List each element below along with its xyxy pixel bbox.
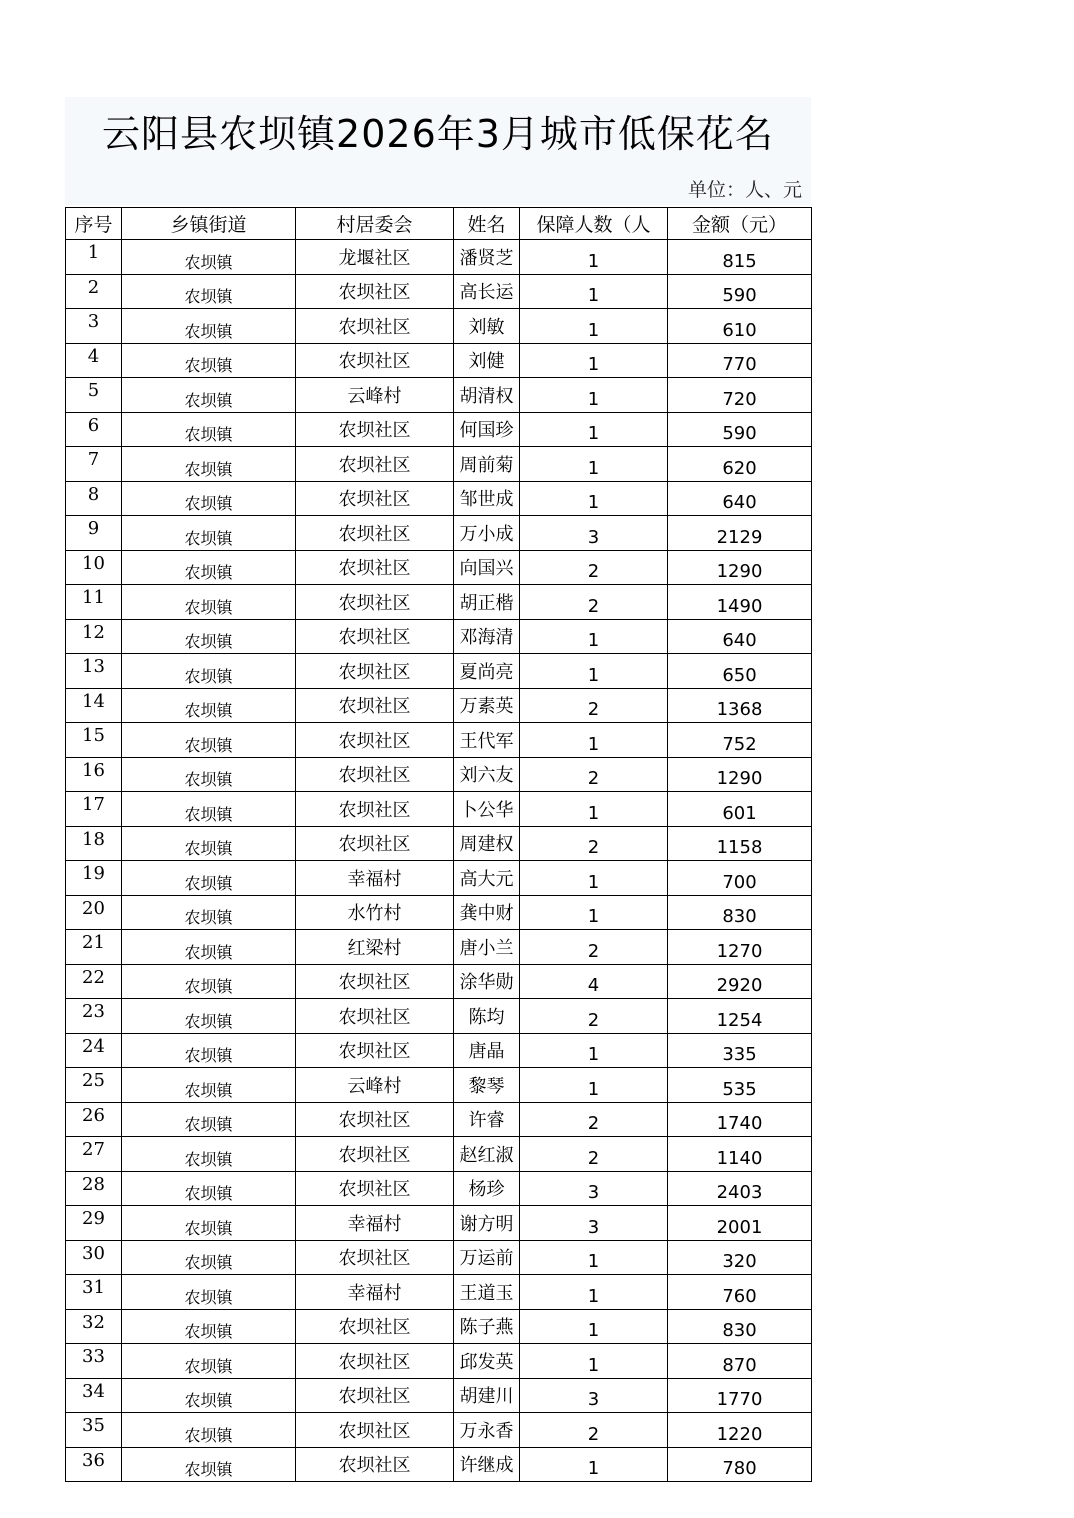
cell-town: 农坝镇: [122, 861, 296, 896]
table-row: [66, 343, 812, 378]
cell-amount: 770: [668, 343, 812, 378]
cell-town: 农坝镇: [122, 309, 296, 344]
cell-index: 4: [66, 343, 122, 378]
cell-people: 1: [520, 378, 668, 413]
cell-village: 农坝社区: [296, 964, 454, 999]
cell-index: 18: [66, 826, 122, 861]
roster-table: [65, 207, 812, 1482]
cell-amount: 640: [668, 619, 812, 654]
cell-village: 农坝社区: [296, 826, 454, 861]
cell-town: 农坝镇: [122, 481, 296, 516]
cell-index: 11: [66, 585, 122, 620]
cell-town: 农坝镇: [122, 585, 296, 620]
cell-people: 1: [520, 654, 668, 689]
cell-index: 12: [66, 619, 122, 654]
table-row: [66, 378, 812, 413]
cell-people: 1: [520, 1447, 668, 1482]
column-header-name: 姓名: [454, 208, 520, 240]
cell-people: 1: [520, 274, 668, 309]
cell-index: 21: [66, 930, 122, 965]
cell-name: 陈子燕: [454, 1309, 520, 1344]
cell-name: 万运前: [454, 1240, 520, 1275]
table-row: [66, 654, 812, 689]
cell-people: 2: [520, 757, 668, 792]
cell-name: 王道玉: [454, 1275, 520, 1310]
cell-index: 27: [66, 1137, 122, 1172]
cell-village: 农坝社区: [296, 792, 454, 827]
cell-index: 15: [66, 723, 122, 758]
cell-name: 唐晶: [454, 1033, 520, 1068]
cell-name: 卜公华: [454, 792, 520, 827]
cell-people: 2: [520, 826, 668, 861]
cell-amount: 650: [668, 654, 812, 689]
cell-village: 水竹村: [296, 895, 454, 930]
cell-amount: 1368: [668, 688, 812, 723]
cell-village: 农坝社区: [296, 1413, 454, 1448]
cell-town: 农坝镇: [122, 964, 296, 999]
cell-town: 农坝镇: [122, 1206, 296, 1241]
cell-index: 30: [66, 1240, 122, 1275]
cell-village: 农坝社区: [296, 757, 454, 792]
cell-amount: 535: [668, 1068, 812, 1103]
cell-people: 1: [520, 1240, 668, 1275]
cell-name: 潘贤芝: [454, 240, 520, 275]
cell-name: 黎琴: [454, 1068, 520, 1103]
cell-name: 何国珍: [454, 412, 520, 447]
table-row: [66, 412, 812, 447]
cell-amount: 620: [668, 447, 812, 482]
cell-index: 16: [66, 757, 122, 792]
cell-town: 农坝镇: [122, 1033, 296, 1068]
table-row: [66, 930, 812, 965]
table-row: [66, 550, 812, 585]
cell-name: 龚中财: [454, 895, 520, 930]
cell-name: 谢方明: [454, 1206, 520, 1241]
cell-name: 刘六友: [454, 757, 520, 792]
table-row: [66, 274, 812, 309]
cell-town: 农坝镇: [122, 1068, 296, 1103]
cell-town: 农坝镇: [122, 1240, 296, 1275]
unit-label: 单位：人、元: [687, 179, 802, 201]
cell-village: 农坝社区: [296, 1378, 454, 1413]
cell-town: 农坝镇: [122, 1413, 296, 1448]
cell-town: 农坝镇: [122, 343, 296, 378]
cell-index: 10: [66, 550, 122, 585]
cell-index: 2: [66, 274, 122, 309]
table-row: [66, 1309, 812, 1344]
cell-name: 陈均: [454, 999, 520, 1034]
cell-town: 农坝镇: [122, 1137, 296, 1172]
cell-village: 农坝社区: [296, 619, 454, 654]
table-row: [66, 585, 812, 620]
table-row: [66, 688, 812, 723]
cell-town: 农坝镇: [122, 1102, 296, 1137]
cell-people: 1: [520, 481, 668, 516]
cell-village: 农坝社区: [296, 447, 454, 482]
cell-index: 22: [66, 964, 122, 999]
cell-index: 5: [66, 378, 122, 413]
cell-town: 农坝镇: [122, 1171, 296, 1206]
cell-town: 农坝镇: [122, 723, 296, 758]
cell-name: 胡建川: [454, 1378, 520, 1413]
table-row: [66, 1413, 812, 1448]
table-row: [66, 1378, 812, 1413]
cell-name: 周建权: [454, 826, 520, 861]
cell-name: 万小成: [454, 516, 520, 551]
cell-amount: 700: [668, 861, 812, 896]
table-row: [66, 516, 812, 551]
cell-town: 农坝镇: [122, 895, 296, 930]
cell-index: 23: [66, 999, 122, 1034]
cell-amount: 640: [668, 481, 812, 516]
cell-village: 农坝社区: [296, 516, 454, 551]
cell-amount: 2129: [668, 516, 812, 551]
cell-people: 1: [520, 1033, 668, 1068]
cell-village: 农坝社区: [296, 1309, 454, 1344]
cell-index: 25: [66, 1068, 122, 1103]
cell-village: 农坝社区: [296, 309, 454, 344]
cell-amount: 590: [668, 412, 812, 447]
cell-town: 农坝镇: [122, 274, 296, 309]
table-row: [66, 999, 812, 1034]
cell-people: 1: [520, 1275, 668, 1310]
cell-people: 2: [520, 688, 668, 723]
cell-name: 向国兴: [454, 550, 520, 585]
table-row: [66, 826, 812, 861]
cell-town: 农坝镇: [122, 1447, 296, 1482]
cell-people: 3: [520, 1206, 668, 1241]
cell-town: 农坝镇: [122, 757, 296, 792]
cell-amount: 2920: [668, 964, 812, 999]
column-header-town: 乡镇街道: [122, 208, 296, 240]
cell-index: 20: [66, 895, 122, 930]
cell-index: 17: [66, 792, 122, 827]
table-row: [66, 1344, 812, 1379]
table-row: [66, 1137, 812, 1172]
cell-amount: 1290: [668, 757, 812, 792]
cell-name: 王代军: [454, 723, 520, 758]
cell-index: 9: [66, 516, 122, 551]
cell-village: 幸福村: [296, 1206, 454, 1241]
table-row: [66, 1240, 812, 1275]
cell-town: 农坝镇: [122, 447, 296, 482]
cell-people: 1: [520, 343, 668, 378]
cell-people: 1: [520, 861, 668, 896]
table-row: [66, 1102, 812, 1137]
cell-name: 赵红淑: [454, 1137, 520, 1172]
cell-village: 农坝社区: [296, 1344, 454, 1379]
cell-town: 农坝镇: [122, 792, 296, 827]
cell-amount: 1158: [668, 826, 812, 861]
cell-village: 农坝社区: [296, 481, 454, 516]
cell-index: 6: [66, 412, 122, 447]
cell-amount: 2403: [668, 1171, 812, 1206]
table-row: [66, 1275, 812, 1310]
cell-village: 云峰村: [296, 1068, 454, 1103]
table-row: [66, 1068, 812, 1103]
cell-amount: 1220: [668, 1413, 812, 1448]
page-title: 云阳县农坝镇2026年3月城市低保花名: [102, 112, 774, 156]
cell-index: 32: [66, 1309, 122, 1344]
cell-village: 云峰村: [296, 378, 454, 413]
cell-index: 31: [66, 1275, 122, 1310]
cell-name: 高长运: [454, 274, 520, 309]
cell-town: 农坝镇: [122, 1378, 296, 1413]
cell-index: 26: [66, 1102, 122, 1137]
table-row: [66, 1447, 812, 1482]
cell-people: 1: [520, 1309, 668, 1344]
cell-name: 周前菊: [454, 447, 520, 482]
cell-village: 农坝社区: [296, 654, 454, 689]
cell-town: 农坝镇: [122, 930, 296, 965]
cell-amount: 590: [668, 274, 812, 309]
cell-people: 1: [520, 619, 668, 654]
cell-village: 农坝社区: [296, 412, 454, 447]
cell-town: 农坝镇: [122, 1344, 296, 1379]
cell-name: 涂华勋: [454, 964, 520, 999]
cell-name: 夏尚亮: [454, 654, 520, 689]
cell-amount: 1770: [668, 1378, 812, 1413]
cell-people: 1: [520, 792, 668, 827]
cell-index: 19: [66, 861, 122, 896]
cell-index: 8: [66, 481, 122, 516]
table-row: [66, 240, 812, 275]
cell-town: 农坝镇: [122, 412, 296, 447]
cell-people: 2: [520, 999, 668, 1034]
cell-index: 33: [66, 1344, 122, 1379]
cell-town: 农坝镇: [122, 378, 296, 413]
table-row: [66, 1206, 812, 1241]
cell-name: 邓海清: [454, 619, 520, 654]
cell-people: 1: [520, 723, 668, 758]
cell-people: 2: [520, 1102, 668, 1137]
cell-village: 农坝社区: [296, 723, 454, 758]
table-row: [66, 1171, 812, 1206]
cell-amount: 1740: [668, 1102, 812, 1137]
cell-village: 农坝社区: [296, 1240, 454, 1275]
cell-name: 杨珍: [454, 1171, 520, 1206]
cell-amount: 1490: [668, 585, 812, 620]
cell-index: 34: [66, 1378, 122, 1413]
cell-people: 2: [520, 1413, 668, 1448]
cell-town: 农坝镇: [122, 999, 296, 1034]
cell-amount: 815: [668, 240, 812, 275]
cell-name: 许继成: [454, 1447, 520, 1482]
cell-name: 唐小兰: [454, 930, 520, 965]
cell-name: 邱发英: [454, 1344, 520, 1379]
cell-index: 14: [66, 688, 122, 723]
table-row: [66, 309, 812, 344]
cell-amount: 870: [668, 1344, 812, 1379]
cell-amount: 1270: [668, 930, 812, 965]
cell-town: 农坝镇: [122, 240, 296, 275]
cell-people: 2: [520, 585, 668, 620]
cell-index: 24: [66, 1033, 122, 1068]
cell-name: 胡清权: [454, 378, 520, 413]
table-row: [66, 861, 812, 896]
cell-amount: 752: [668, 723, 812, 758]
cell-people: 1: [520, 412, 668, 447]
cell-village: 农坝社区: [296, 343, 454, 378]
table-row: [66, 1033, 812, 1068]
cell-village: 农坝社区: [296, 1137, 454, 1172]
cell-village: 红梁村: [296, 930, 454, 965]
cell-amount: 1140: [668, 1137, 812, 1172]
table-header-row: [66, 208, 812, 240]
column-header-index: 序号: [66, 208, 122, 240]
cell-amount: 1254: [668, 999, 812, 1034]
cell-name: 刘健: [454, 343, 520, 378]
cell-index: 28: [66, 1171, 122, 1206]
cell-amount: 830: [668, 895, 812, 930]
cell-people: 2: [520, 930, 668, 965]
cell-town: 农坝镇: [122, 1275, 296, 1310]
cell-amount: 760: [668, 1275, 812, 1310]
cell-name: 许睿: [454, 1102, 520, 1137]
cell-people: 1: [520, 895, 668, 930]
cell-index: 7: [66, 447, 122, 482]
column-header-people: 保障人数（人: [520, 208, 668, 240]
cell-name: 万素英: [454, 688, 520, 723]
column-header-amount: 金额（元）: [668, 208, 812, 240]
cell-amount: 320: [668, 1240, 812, 1275]
cell-people: 1: [520, 447, 668, 482]
cell-index: 3: [66, 309, 122, 344]
cell-index: 13: [66, 654, 122, 689]
cell-village: 幸福村: [296, 1275, 454, 1310]
cell-town: 农坝镇: [122, 619, 296, 654]
cell-village: 农坝社区: [296, 550, 454, 585]
table-row: [66, 757, 812, 792]
cell-name: 邹世成: [454, 481, 520, 516]
cell-amount: 335: [668, 1033, 812, 1068]
cell-town: 农坝镇: [122, 688, 296, 723]
cell-town: 农坝镇: [122, 826, 296, 861]
cell-people: 2: [520, 550, 668, 585]
cell-people: 1: [520, 309, 668, 344]
cell-village: 农坝社区: [296, 999, 454, 1034]
cell-village: 龙堰社区: [296, 240, 454, 275]
cell-name: 高大元: [454, 861, 520, 896]
cell-people: 4: [520, 964, 668, 999]
cell-village: 农坝社区: [296, 1171, 454, 1206]
cell-index: 36: [66, 1447, 122, 1482]
cell-amount: 780: [668, 1447, 812, 1482]
table-row: [66, 723, 812, 758]
table-row: [66, 964, 812, 999]
cell-index: 29: [66, 1206, 122, 1241]
table-row: [66, 447, 812, 482]
cell-name: 胡正楷: [454, 585, 520, 620]
cell-amount: 610: [668, 309, 812, 344]
cell-village: 农坝社区: [296, 585, 454, 620]
table-row: [66, 481, 812, 516]
column-header-village: 村居委会: [296, 208, 454, 240]
cell-village: 农坝社区: [296, 688, 454, 723]
cell-town: 农坝镇: [122, 550, 296, 585]
cell-people: 3: [520, 1378, 668, 1413]
cell-index: 35: [66, 1413, 122, 1448]
cell-amount: 720: [668, 378, 812, 413]
table-body: [66, 240, 812, 1482]
cell-amount: 601: [668, 792, 812, 827]
table-row: [66, 792, 812, 827]
cell-people: 3: [520, 516, 668, 551]
cell-people: 1: [520, 240, 668, 275]
cell-town: 农坝镇: [122, 516, 296, 551]
cell-village: 农坝社区: [296, 274, 454, 309]
cell-people: 1: [520, 1068, 668, 1103]
cell-town: 农坝镇: [122, 654, 296, 689]
cell-village: 农坝社区: [296, 1447, 454, 1482]
cell-village: 农坝社区: [296, 1102, 454, 1137]
cell-amount: 1290: [668, 550, 812, 585]
cell-people: 2: [520, 1137, 668, 1172]
cell-index: 1: [66, 240, 122, 275]
table-row: [66, 619, 812, 654]
cell-people: 3: [520, 1171, 668, 1206]
cell-amount: 830: [668, 1309, 812, 1344]
table-row: [66, 895, 812, 930]
cell-name: 万永香: [454, 1413, 520, 1448]
cell-people: 1: [520, 1344, 668, 1379]
cell-amount: 2001: [668, 1206, 812, 1241]
cell-name: 刘敏: [454, 309, 520, 344]
cell-village: 农坝社区: [296, 1033, 454, 1068]
cell-town: 农坝镇: [122, 1309, 296, 1344]
cell-village: 幸福村: [296, 861, 454, 896]
